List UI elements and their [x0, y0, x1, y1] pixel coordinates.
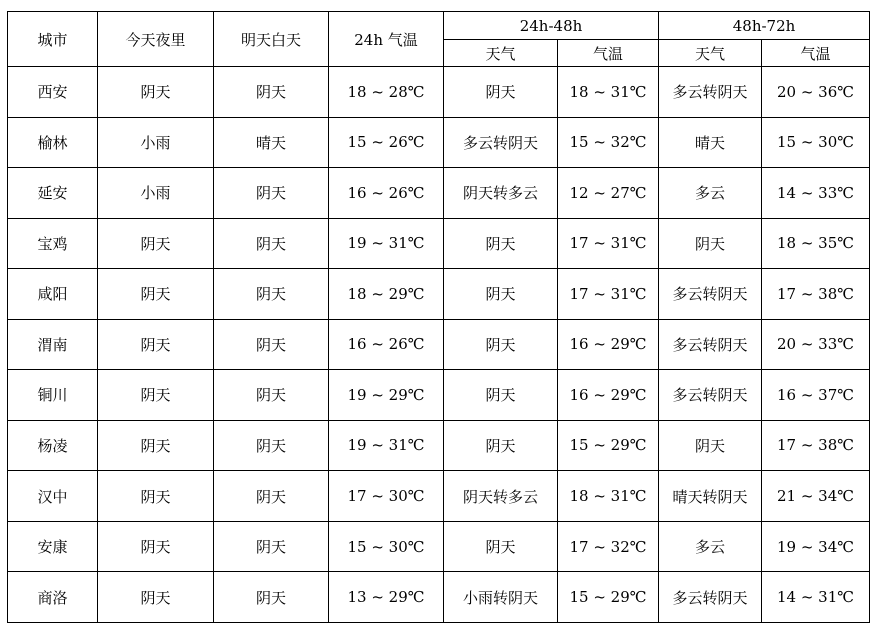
- tonight-cell: 阴天: [98, 420, 214, 471]
- tomorrow-day-cell: 阴天: [214, 319, 329, 370]
- temp-48-72h-cell: 16 ~ 37℃: [762, 370, 870, 421]
- temp-24-48h-cell: 15 ~ 32℃: [558, 117, 659, 168]
- temp-24h-cell: 19 ~ 31℃: [329, 420, 444, 471]
- temp-24-48h-cell: 17 ~ 32℃: [558, 521, 659, 572]
- tomorrow-day-cell: 阴天: [214, 420, 329, 471]
- temp-48-72h-cell: 17 ~ 38℃: [762, 269, 870, 320]
- tomorrow-day-cell: 阴天: [214, 67, 329, 118]
- tonight-cell: 阴天: [98, 370, 214, 421]
- header-row-top: [8, 12, 870, 40]
- temp-24h-cell: 17 ~ 30℃: [329, 471, 444, 522]
- city-cell: 铜川: [8, 370, 98, 421]
- tonight-cell: 阴天: [98, 521, 214, 572]
- tomorrow-day-cell: 阴天: [214, 370, 329, 421]
- table-body: [8, 67, 870, 623]
- table-row: [8, 117, 870, 168]
- weather-24-48h-cell: 小雨转阴天: [444, 572, 558, 623]
- city-cell: 杨凌: [8, 420, 98, 471]
- temp-24h-cell: 15 ~ 30℃: [329, 521, 444, 572]
- table-row: [8, 168, 870, 219]
- tonight-cell: 小雨: [98, 168, 214, 219]
- header-temp-24h: 24h 气温: [329, 12, 444, 67]
- tonight-cell: 阴天: [98, 319, 214, 370]
- temp-24h-cell: 19 ~ 29℃: [329, 370, 444, 421]
- tomorrow-day-cell: 晴天: [214, 117, 329, 168]
- weather-48-72h-cell: 多云转阴天: [659, 572, 762, 623]
- tomorrow-day-cell: 阴天: [214, 572, 329, 623]
- header-temp-48-72h: 气温: [762, 40, 870, 67]
- weather-48-72h-cell: 阴天: [659, 420, 762, 471]
- temp-24h-cell: 15 ~ 26℃: [329, 117, 444, 168]
- weather-24-48h-cell: 阴天转多云: [444, 168, 558, 219]
- weather-48-72h-cell: 多云转阴天: [659, 269, 762, 320]
- temp-48-72h-cell: 21 ~ 34℃: [762, 471, 870, 522]
- table-row: [8, 370, 870, 421]
- temp-24-48h-cell: 15 ~ 29℃: [558, 420, 659, 471]
- weather-48-72h-cell: 多云转阴天: [659, 67, 762, 118]
- temp-48-72h-cell: 20 ~ 36℃: [762, 67, 870, 118]
- header-group-48-72h: 48h-72h: [659, 12, 870, 40]
- weather-24-48h-cell: 阴天: [444, 67, 558, 118]
- temp-24h-cell: 18 ~ 29℃: [329, 269, 444, 320]
- temp-48-72h-cell: 15 ~ 30℃: [762, 117, 870, 168]
- weather-24-48h-cell: 阴天转多云: [444, 471, 558, 522]
- temp-24-48h-cell: 15 ~ 29℃: [558, 572, 659, 623]
- weather-24-48h-cell: 阴天: [444, 370, 558, 421]
- tonight-cell: 小雨: [98, 117, 214, 168]
- table-row: [8, 521, 870, 572]
- tonight-cell: 阴天: [98, 269, 214, 320]
- temp-48-72h-cell: 20 ~ 33℃: [762, 319, 870, 370]
- weather-forecast-table: [7, 11, 870, 623]
- weather-24-48h-cell: 阴天: [444, 218, 558, 269]
- header-temp-24-48h: 气温: [558, 40, 659, 67]
- city-cell: 延安: [8, 168, 98, 219]
- table-row: [8, 420, 870, 471]
- tomorrow-day-cell: 阴天: [214, 218, 329, 269]
- weather-48-72h-cell: 晴天: [659, 117, 762, 168]
- temp-24-48h-cell: 18 ~ 31℃: [558, 471, 659, 522]
- header-city: 城市: [8, 12, 98, 67]
- temp-24-48h-cell: 18 ~ 31℃: [558, 67, 659, 118]
- temp-24h-cell: 13 ~ 29℃: [329, 572, 444, 623]
- temp-48-72h-cell: 18 ~ 35℃: [762, 218, 870, 269]
- table-row: [8, 471, 870, 522]
- temp-24-48h-cell: 16 ~ 29℃: [558, 370, 659, 421]
- city-cell: 宝鸡: [8, 218, 98, 269]
- tomorrow-day-cell: 阴天: [214, 471, 329, 522]
- city-cell: 咸阳: [8, 269, 98, 320]
- city-cell: 安康: [8, 521, 98, 572]
- tonight-cell: 阴天: [98, 67, 214, 118]
- temp-24-48h-cell: 16 ~ 29℃: [558, 319, 659, 370]
- temp-48-72h-cell: 17 ~ 38℃: [762, 420, 870, 471]
- temp-24h-cell: 19 ~ 31℃: [329, 218, 444, 269]
- weather-24-48h-cell: 阴天: [444, 420, 558, 471]
- city-cell: 西安: [8, 67, 98, 118]
- temp-24-48h-cell: 12 ~ 27℃: [558, 168, 659, 219]
- header-tonight: 今天夜里: [98, 12, 214, 67]
- weather-48-72h-cell: 多云转阴天: [659, 319, 762, 370]
- table-row: [8, 218, 870, 269]
- weather-24-48h-cell: 阴天: [444, 269, 558, 320]
- weather-48-72h-cell: 多云: [659, 168, 762, 219]
- temp-24h-cell: 18 ~ 28℃: [329, 67, 444, 118]
- temp-48-72h-cell: 14 ~ 31℃: [762, 572, 870, 623]
- temp-24h-cell: 16 ~ 26℃: [329, 319, 444, 370]
- header-weather-48-72h: 天气: [659, 40, 762, 67]
- weather-24-48h-cell: 阴天: [444, 319, 558, 370]
- city-cell: 渭南: [8, 319, 98, 370]
- temp-24-48h-cell: 17 ~ 31℃: [558, 269, 659, 320]
- temp-24-48h-cell: 17 ~ 31℃: [558, 218, 659, 269]
- weather-24-48h-cell: 阴天: [444, 521, 558, 572]
- weather-48-72h-cell: 多云转阴天: [659, 370, 762, 421]
- table-row: [8, 319, 870, 370]
- temp-24h-cell: 16 ~ 26℃: [329, 168, 444, 219]
- header-group-24-48h: 24h-48h: [444, 12, 659, 40]
- table-row: [8, 269, 870, 320]
- tonight-cell: 阴天: [98, 572, 214, 623]
- tomorrow-day-cell: 阴天: [214, 521, 329, 572]
- tonight-cell: 阴天: [98, 471, 214, 522]
- table-row: [8, 67, 870, 118]
- header-weather-24-48h: 天气: [444, 40, 558, 67]
- city-cell: 汉中: [8, 471, 98, 522]
- city-cell: 榆林: [8, 117, 98, 168]
- weather-48-72h-cell: 晴天转阴天: [659, 471, 762, 522]
- weather-48-72h-cell: 多云: [659, 521, 762, 572]
- weather-24-48h-cell: 多云转阴天: [444, 117, 558, 168]
- tomorrow-day-cell: 阴天: [214, 168, 329, 219]
- temp-48-72h-cell: 19 ~ 34℃: [762, 521, 870, 572]
- weather-48-72h-cell: 阴天: [659, 218, 762, 269]
- tonight-cell: 阴天: [98, 218, 214, 269]
- tomorrow-day-cell: 阴天: [214, 269, 329, 320]
- table-row: [8, 572, 870, 623]
- header-tomorrow-day: 明天白天: [214, 12, 329, 67]
- city-cell: 商洛: [8, 572, 98, 623]
- temp-48-72h-cell: 14 ~ 33℃: [762, 168, 870, 219]
